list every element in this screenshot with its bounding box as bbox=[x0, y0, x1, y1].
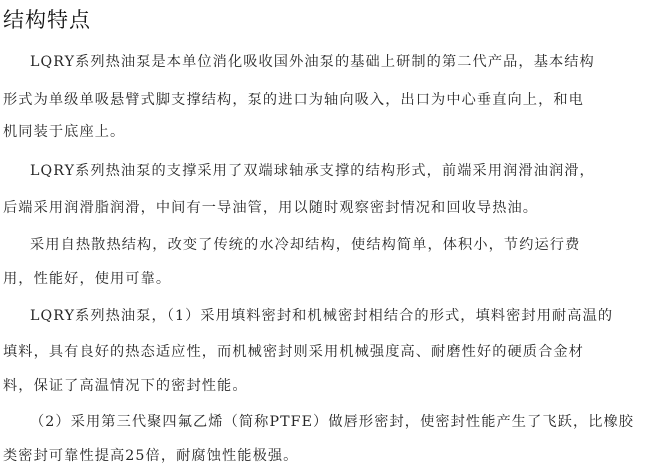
paragraph-4-line-3: 料，保证了高温情况下的密封性能。 bbox=[3, 378, 248, 394]
paragraph-1-line-1: LQRY系列热油泵是本单位消化吸收国外油泵的基础上研制的第二代产品，基本结构 bbox=[30, 54, 595, 70]
paragraph-1-line-2: 形式为单级单吸悬臂式脚支撑结构，泵的进口为轴向吸入，出口为中心垂直向上，和电 bbox=[3, 92, 584, 108]
paragraph-3-line-1: 采用自热散热结构，改变了传统的水冷却结构，使结构简单，体积小，节约运行费 bbox=[30, 237, 581, 253]
section-heading: 结构特点 bbox=[3, 8, 91, 32]
paragraph-4-line-1: LQRY系列热油泵，（1）采用填料密封和机械密封相结合的形式，填料密封用耐高温的 bbox=[30, 308, 614, 324]
paragraph-3-line-2: 用，性能好，使用可靠。 bbox=[3, 271, 172, 287]
paragraph-2-line-2: 后端采用润滑脂润滑，中间有一导油管，用以随时观察密封情况和回收导热油。 bbox=[3, 200, 539, 216]
paragraph-2-line-1: LQRY系列热油泵的支撑采用了双端球轴承支撑的结构形式，前端采用润滑油润滑， bbox=[30, 163, 595, 179]
paragraph-1-line-3: 机同装于底座上。 bbox=[3, 124, 126, 140]
paragraph-5-line-2: 类密封可靠性提高25倍，耐腐蚀性能极强。 bbox=[3, 448, 299, 464]
paragraph-4-line-2: 填料，具有良好的热态适应性，而机械密封则采用机械强度高、耐磨性好的硬质合金材 bbox=[3, 344, 584, 360]
paragraph-5-line-1: （2）采用第三代聚四氟乙烯（简称PTFE）做唇形密封，使密封性能产生了飞跃，比橡胶 bbox=[30, 414, 635, 430]
